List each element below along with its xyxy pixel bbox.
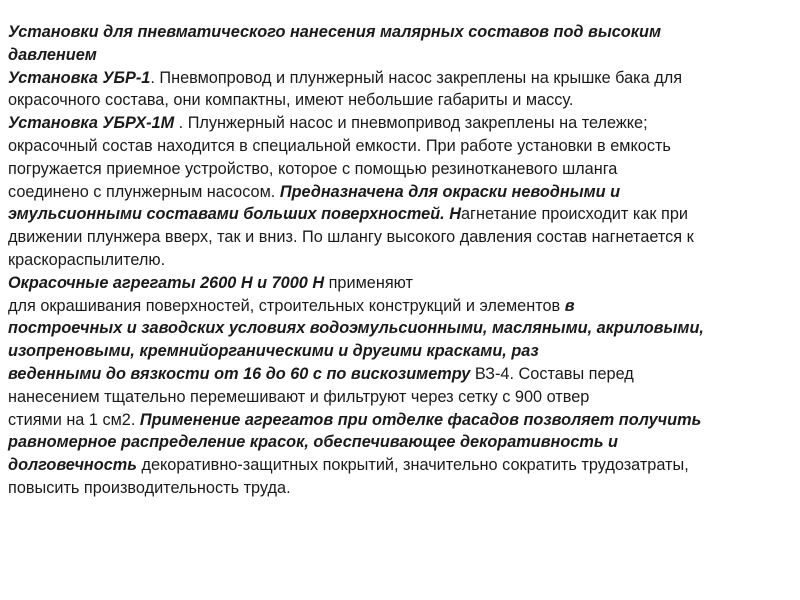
text-line (8, 158, 788, 181)
body-text: . Пневмопровод и плунжерный насос закреплены на крышке бака для (150, 68, 683, 87)
body-text: применяют (324, 273, 413, 292)
body-text: декоративно-защитных покрытий, значительно сократить трудозатраты, (136, 456, 689, 475)
text-line (8, 409, 788, 432)
emphasized-text: Установка УБР-1 (8, 68, 151, 87)
body-text: повысить производительность труда. (8, 478, 291, 497)
text-line (8, 454, 788, 477)
emphasized-text: построечных и заводских условиях водоэмульсионными, масляными, акриловыми, (8, 319, 704, 338)
text-line (8, 249, 788, 272)
emphasized-text: давлением (8, 45, 97, 64)
text-line (8, 386, 788, 409)
text-line (8, 272, 788, 295)
emphasized-text: Установки для пневматического нанесения малярных составов под высоким (8, 23, 661, 41)
text-line (8, 67, 788, 90)
body-text: нанесением тщательно перемешивают и фильтруют через сетку с 900 отвер (8, 387, 590, 406)
text-line (8, 89, 788, 112)
emphasized-text: Предназначена для окраски неводными и (279, 182, 621, 201)
body-text: агнетание происходит как при (460, 205, 688, 224)
emphasized-text: равномерное распределение красок, обеспечивающее декоративность и (8, 433, 618, 452)
body-text: окрасочный состав находится в специальной емкости. При работе установки в емкость (8, 136, 671, 155)
text-line (8, 477, 788, 500)
text-line (8, 112, 788, 135)
body-text: краскораспылителю. (8, 250, 166, 269)
text-line (8, 203, 788, 226)
emphasized-text: веденными до вязкости от 16 до 60 с по вискозиметру (8, 364, 471, 383)
body-text: стиями на 1 см2. (8, 410, 140, 429)
text-line (8, 226, 788, 249)
slide-text (8, 21, 788, 500)
text-line (8, 44, 788, 67)
emphasized-text: долговечность (8, 456, 137, 475)
text-line (8, 317, 788, 340)
text-line (8, 340, 788, 363)
body-text: . Плунжерный насос и пневмопривод закреплены на тележке; (174, 114, 648, 133)
body-text: соединено с плунжерным насосом. (8, 182, 280, 201)
emphasized-text: Окрасочные агрегаты 2600 Н и 7000 Н (8, 273, 325, 292)
emphasized-text: Установка УБРХ-1М (8, 114, 175, 133)
emphasized-text: в (564, 296, 575, 315)
text-line (8, 295, 788, 318)
emphasized-text: эмульсионными составами больших поверхностей. Н (8, 205, 461, 224)
body-text: окрасочного состава, они компактны, имеют небольшие габариты и массу. (8, 91, 574, 110)
body-text: ВЗ-4. Составы перед (470, 364, 634, 383)
text-line (8, 21, 788, 44)
body-text: движении плунжера вверх, так и вниз. По шлангу высокого давления состав нагнетается к (8, 228, 694, 247)
text-line (8, 135, 788, 158)
text-line (8, 431, 788, 454)
body-text: погружается приемное устройство, которое с помощью резинотканевого шланга (8, 159, 618, 178)
body-text: для окрашивания поверхностей, строительных конструкций и элементов (8, 296, 565, 315)
emphasized-text: Применение агрегатов при отделке фасадов позволяет получить (139, 410, 702, 429)
text-line (8, 181, 788, 204)
emphasized-text: изопреновыми, кремнийорганическими и другими красками, раз (8, 342, 539, 361)
text-line (8, 363, 788, 386)
